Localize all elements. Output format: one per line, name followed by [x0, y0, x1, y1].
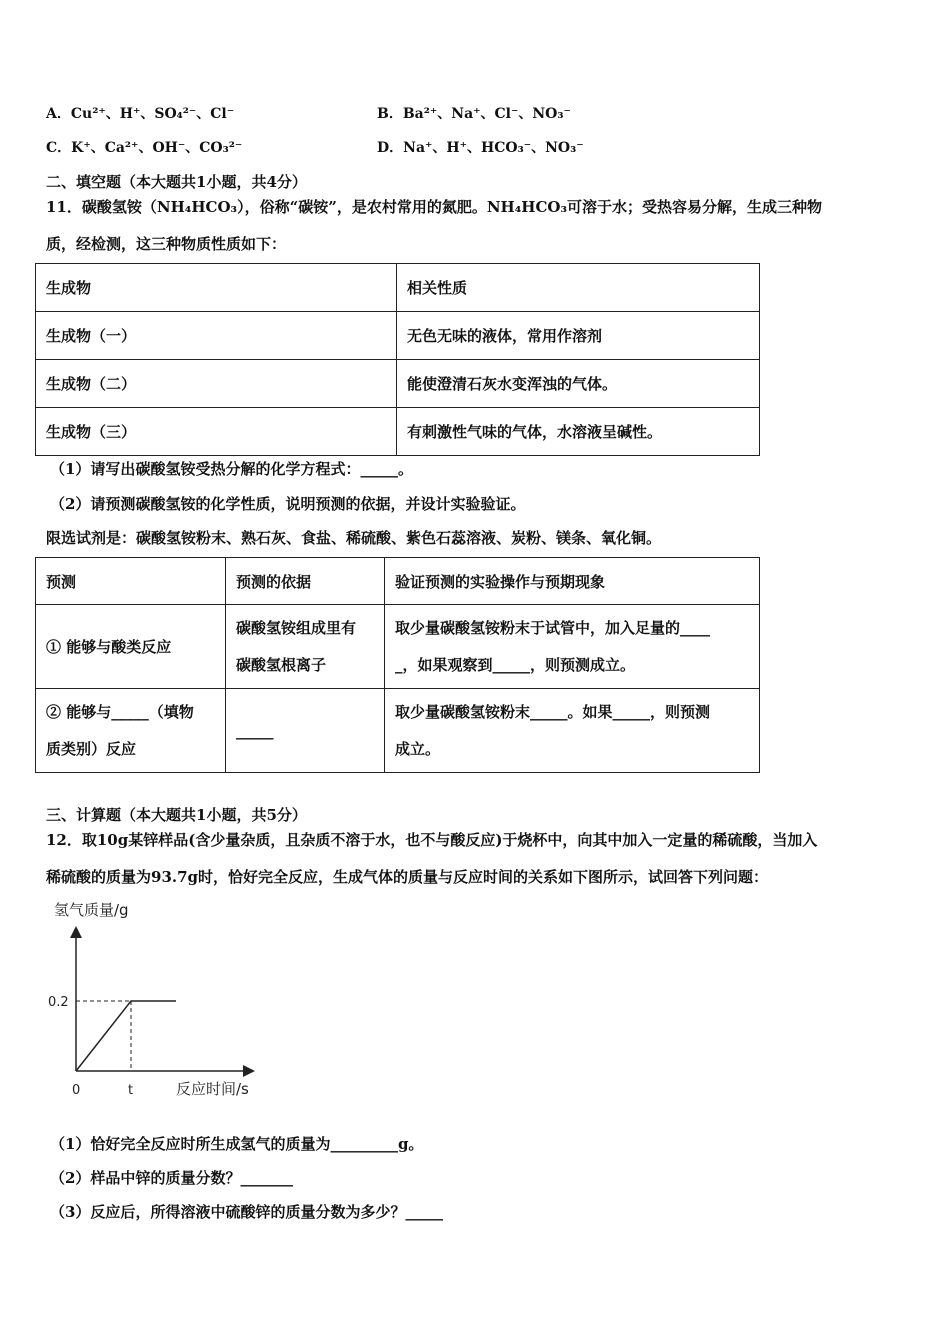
q11-sub1: （1）请写出碳酸氢铵受热分解的化学方程式：_____。: [50, 460, 413, 478]
table-row: [36, 360, 760, 408]
table-cell: 无色无味的液体，常用作溶剂: [397, 312, 760, 360]
option-c-letter: C．: [46, 140, 72, 156]
table-cell: 生成物（一）: [36, 312, 397, 360]
cell-line: _，如果观察到_____，则预测成立。: [395, 655, 636, 674]
x-axis-label: 反应时间/s: [176, 1080, 249, 1098]
table-row: [36, 689, 760, 773]
option-d-text: Na⁺、H⁺、HCO₃⁻、NO₃⁻: [403, 140, 584, 156]
cell-line: 取少量碳酸氢铵粉末于试管中，加入足量的____: [395, 618, 711, 637]
table-cell: [36, 689, 226, 773]
q11-line1: 11．碳酸氢铵（NH₄HCO₃），俗称“碳铵”，是农村常用的氮肥。NH₄HCO₃可溶于水；受热容易分解，生成三种物: [46, 198, 823, 216]
q12-sub3: （3）反应后，所得溶液中硫酸锌的质量分数为多少？_____: [50, 1203, 443, 1221]
option-d-letter: D．: [377, 140, 404, 156]
cell-line: 成立。: [395, 739, 441, 758]
products-table: [35, 263, 760, 456]
y-tick-label: 0.2: [48, 995, 69, 1010]
option-b-text: Ba²⁺、Na⁺、Cl⁻、NO₃⁻: [402, 106, 571, 122]
table-cell: 生成物（二）: [36, 360, 397, 408]
table-header-row: [36, 558, 760, 605]
table-cell: _____: [226, 689, 385, 773]
table-header-cell: 生成物: [36, 264, 397, 312]
table-row: [36, 312, 760, 360]
option-a: [46, 103, 234, 123]
table-header-cell: 相关性质: [397, 264, 760, 312]
table-header-cell: 验证预测的实验操作与预期现象: [385, 558, 760, 605]
table-cell: [226, 605, 385, 689]
cell-line: 碳酸氢铵组成里有: [236, 618, 357, 637]
q12-sub2: （2）样品中锌的质量分数？_______: [50, 1169, 293, 1187]
x-tick-label: t: [128, 1083, 134, 1098]
hydrogen-series-line: [76, 1001, 176, 1071]
q11-line2: 质，经检测，这三种物质性质如下：: [46, 235, 287, 253]
option-c-text: K⁺、Ca²⁺、OH⁻、CO₃²⁻: [71, 140, 243, 156]
table-header-cell: 预测: [36, 558, 226, 605]
cell-line: 质类别）反应: [46, 739, 137, 758]
table-header-cell: 预测的依据: [226, 558, 385, 605]
cell-line: 碳酸氢根离子: [236, 655, 327, 674]
q11-sub2: （2）请预测碳酸氢铵的化学性质，说明预测的依据，并设计实验验证。: [50, 495, 526, 513]
hydrogen-chart: [30, 895, 280, 1110]
q12-line2: 稀硫酸的质量为93.7g时，恰好完全反应，生成气体的质量与反应时间的关系如下图所示，试回答下列问题：: [46, 868, 769, 886]
option-a-text: Cu²⁺、H⁺、SO₄²⁻、Cl⁻: [70, 106, 235, 122]
table-cell: 生成物（三）: [36, 408, 397, 456]
cell-line: 取少量碳酸氢铵粉末_____。如果_____，则预测: [395, 702, 711, 721]
option-a-letter: A．: [46, 106, 71, 122]
option-d: [377, 137, 584, 157]
table-cell: [385, 689, 760, 773]
q12-line1: 12．取10g某锌样品(含少量杂质，且杂质不溶于水，也不与酸反应)于烧杯中，向其中加入一定量的稀硫酸，当加入: [46, 831, 818, 849]
option-c: [46, 137, 242, 157]
table-cell: 能使澄清石灰水变浑浊的气体。: [397, 360, 760, 408]
y-axis-label: 氢气质量/g: [54, 901, 129, 919]
reagents-line: 限选试剂是：碳酸氢铵粉末、熟石灰、食盐、稀硫酸、紫色石蕊溶液、炭粉、镁条、氧化铜。: [46, 529, 662, 547]
origin-label: 0: [72, 1083, 81, 1098]
prediction-table: [35, 557, 760, 773]
table-cell: 有刺激性气味的气体，水溶液呈碱性。: [397, 408, 760, 456]
cell-line: ② 能够与_____（填物: [46, 702, 194, 721]
option-b-letter: B．: [377, 106, 403, 122]
section3-heading: 三、计算题（本大题共1小题，共5分）: [46, 806, 307, 824]
q12-sub1: （1）恰好完全反应时所生成氢气的质量为_________g。: [50, 1135, 424, 1153]
table-row: [36, 408, 760, 456]
table-cell: [385, 605, 760, 689]
table-header-row: [36, 264, 760, 312]
table-cell: ① 能够与酸类反应: [36, 605, 226, 689]
table-row: [36, 605, 760, 689]
option-b: [377, 103, 571, 123]
section2-heading: 二、填空题（本大题共1小题，共4分）: [46, 173, 307, 191]
